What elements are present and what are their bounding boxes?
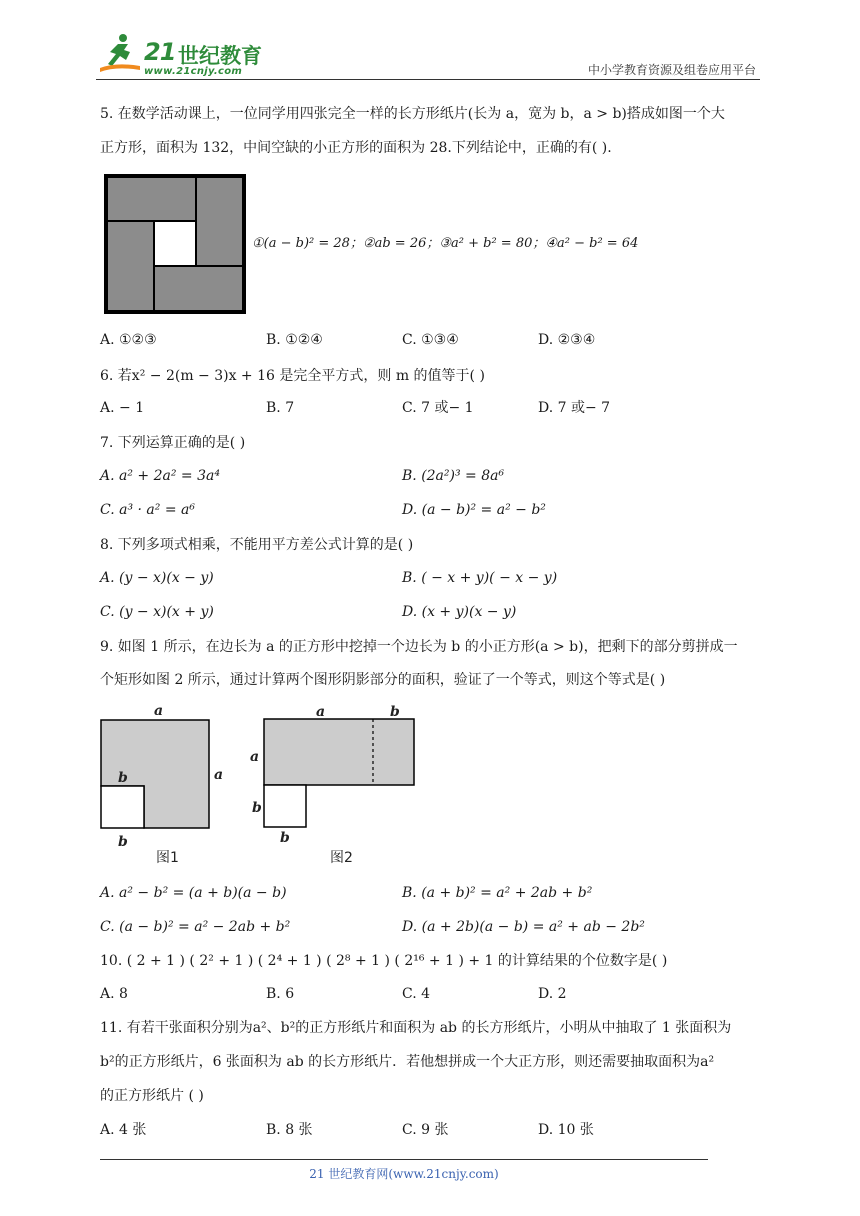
q9-figure-1 [96,700,236,860]
q5-rect-left [107,221,154,311]
page-header [0,0,860,80]
q5-option-a[interactable]: A. ①②③ [100,332,157,348]
q9-option-d[interactable]: D. (a + 2b)(a − b) = a² + ab − 2b² [402,919,645,935]
fig2-label-a-top: a [316,704,326,720]
q11-line3: 的正方形纸片 ( ) [100,1088,204,1104]
fig1-label-a-right: a [214,767,224,783]
q5-figure-pinwheel-square [104,174,246,314]
q6-stem: 6. 若x² − 2(m − 3)x + 16 是完全平方式，则 m 的值等于( ) [100,368,485,384]
q11-line2: b²的正方形纸片，6 张面积为 ab 的长方形纸片．若他想拼成一个大正方形，则还需要抽取面积为a² [100,1054,715,1070]
q11-option-a[interactable]: A. 4 张 [100,1122,147,1138]
fig1-label-b-bottom: b [118,834,128,850]
q9-option-c[interactable]: C. (a − b)² = a² − 2ab + b² [100,919,291,935]
q6-option-a[interactable]: A. − 1 [100,400,145,416]
q8-option-a[interactable]: A. (y − x)(x − y) [100,570,214,586]
q9-figure-2 [246,700,416,860]
fig2-label-b-left: b [252,800,262,816]
q10-stem: 10. ( 2 + 1 ) ( 2² + 1 ) ( 2⁴ + 1 ) ( 2⁸ + 1 ) ( 2¹⁶ + 1 ) + 1 的计算结果的个位数字是( ) [100,953,668,969]
q5-rect-bottom [154,266,243,311]
q9-option-a[interactable]: A. a² − b² = (a + b)(a − b) [100,885,287,901]
q9-option-b[interactable]: B. (a + b)² = a² + 2ab + b² [402,885,593,901]
q5-line2: 正方形，面积为 132，中间空缺的小正方形的面积为 28.下列结论中，正确的有( ). [100,140,612,156]
logo-url: www.21cnjy.com [144,66,243,77]
q7-stem: 7. 下列运算正确的是( ) [100,435,246,451]
q5-option-b[interactable]: B. ①②④ [266,332,323,348]
q11-option-c[interactable]: C. 9 张 [402,1122,449,1138]
footer-divider [100,1159,708,1160]
fig1-label-a-top: a [154,703,164,719]
fig1-caption: 图1 [156,850,179,866]
logo-chinese: 世纪教育 [178,44,262,68]
fig2-label-a-left: a [250,749,260,765]
q7-option-d[interactable]: D. (a − b)² = a² − b² [402,502,546,518]
q6-option-c[interactable]: C. 7 或− 1 [402,400,474,416]
fig2-caption: 图2 [330,850,353,866]
fig1-label-b-inner: b [118,770,128,786]
q5-statements: ①(a − b)² = 28；②ab = 26；③a² + b² = 80；④a² − b² = 64 [252,236,639,251]
q5-option-d[interactable]: D. ②③④ [538,332,596,348]
q7-option-b[interactable]: B. (2a²)³ = 8a⁶ [402,468,505,484]
q5-rect-top [107,177,196,221]
q8-option-c[interactable]: C. (y − x)(x + y) [100,604,214,620]
fig2-label-b-top: b [390,704,400,720]
logo-number: 21 [144,38,176,66]
q9-line1: 9. 如图 1 所示，在边长为 a 的正方形中挖掉一个边长为 b 的小正方形(a > b)，把剩下的部分剪拼成一 [100,639,738,655]
site-logo[interactable] [96,32,266,78]
q10-option-c[interactable]: C. 4 [402,986,431,1002]
q8-stem: 8. 下列多项式相乘，不能用平方差公式计算的是( ) [100,537,414,553]
q7-option-c[interactable]: C. a³ · a² = a⁶ [100,502,195,518]
header-divider [96,79,760,80]
q11-option-b[interactable]: B. 8 张 [266,1122,313,1138]
q9-line2: 个矩形如图 2 所示，通过计算两个图形阴影部分的面积，验证了一个等式，则这个等式是( ) [100,672,666,688]
q11-line1: 11. 有若干张面积分别为a²、b²的正方形纸片和面积为 ab 的长方形纸片，小明从中抽取了 1 张面积为 [100,1020,732,1036]
q7-option-a[interactable]: A. a² + 2a² = 3a⁴ [100,468,220,484]
q5-center-square [154,221,196,266]
q10-option-d[interactable]: D. 2 [538,986,567,1002]
q8-option-d[interactable]: D. (x + y)(x − y) [402,604,517,620]
q5-line1: 5. 在数学活动课上，一位同学用四张完全一样的长方形纸片(长为 a，宽为 b，a > b)搭成如图一个大 [100,106,725,122]
q10-option-a[interactable]: A. 8 [100,986,128,1002]
q5-rect-right [196,177,243,266]
q11-option-d[interactable]: D. 10 张 [538,1122,594,1138]
platform-name: 中小学教育资源及组卷应用平台 [587,63,756,77]
footer-link[interactable]: 21 世纪教育网(www.21cnjy.com) [309,1167,499,1181]
q6-option-d[interactable]: D. 7 或− 7 [538,400,611,416]
runner-icon [96,32,142,76]
q10-option-b[interactable]: B. 6 [266,986,295,1002]
fig2-label-b-bottom: b [280,830,290,846]
q6-option-b[interactable]: B. 7 [266,400,295,416]
q8-option-b[interactable]: B. ( − x + y)( − x − y) [402,570,558,586]
q5-option-c[interactable]: C. ①③④ [402,332,459,348]
